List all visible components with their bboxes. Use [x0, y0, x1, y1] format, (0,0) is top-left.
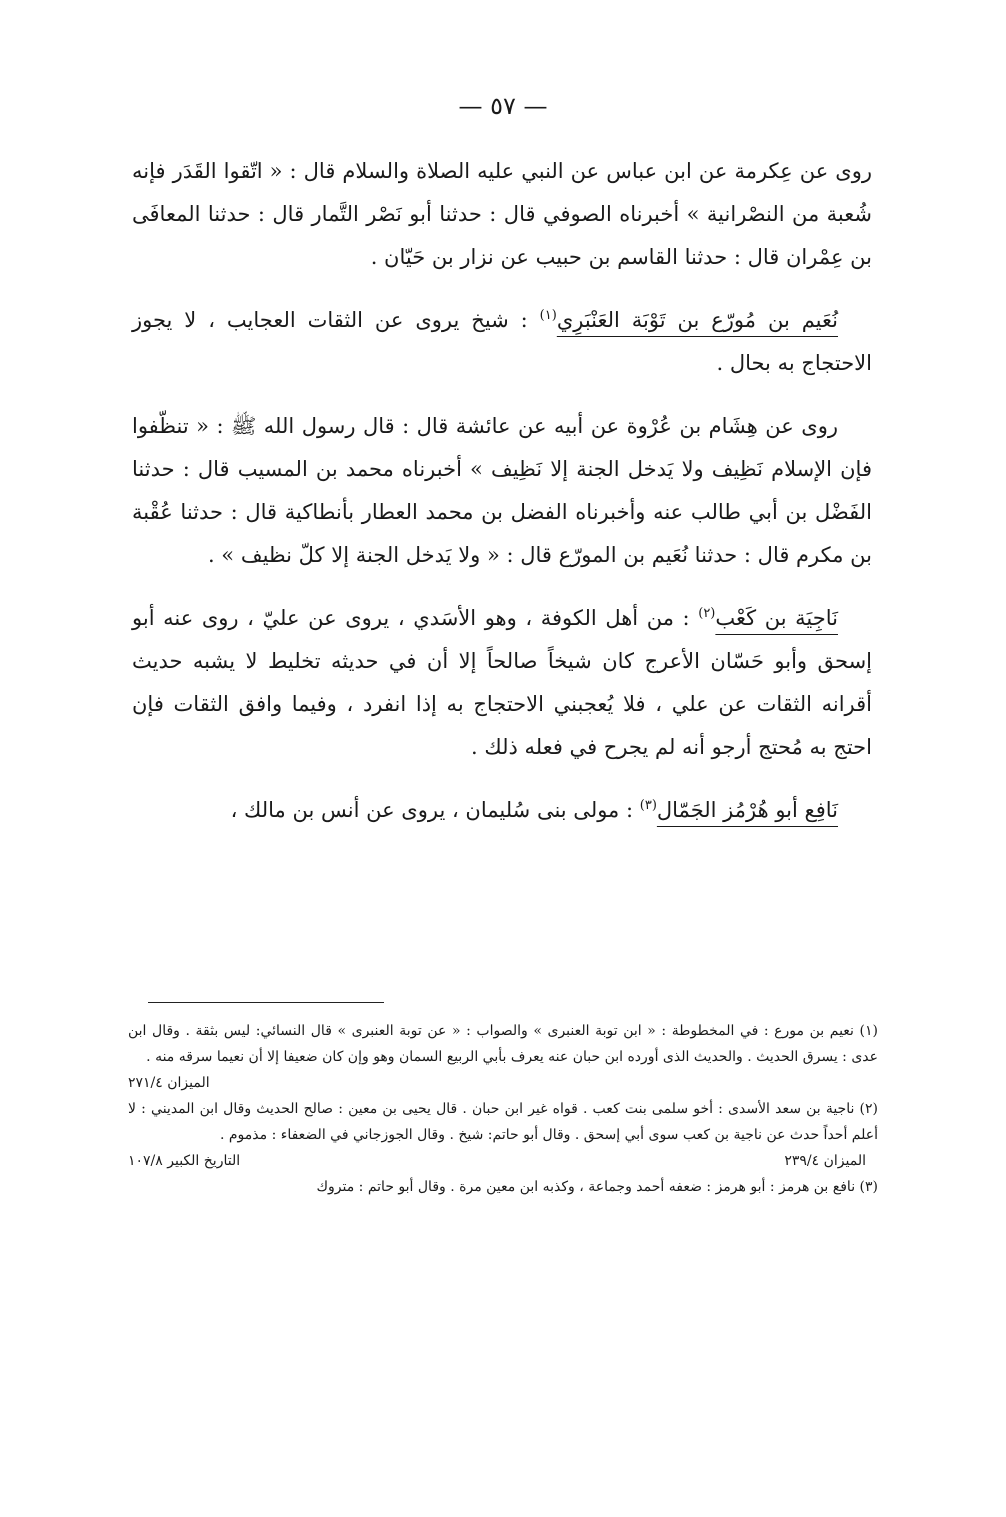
footnote-2: (٢) ناجية بن سعد الأسدى : أخو سلمى بنت كعب . قواه غير ابن حبان . قال يحيى بن معين : صالح الحديث وقال ابن المديني : لا أعلم أحداً حدث عن ناجية بن كعب سوى أبي إسحق . وقال أبو حاتم: شيخ . وقال الجوزجاني في الضعفاء : مذموم .	[128, 1101, 878, 1143]
footnote-marker-3[interactable]: (٣)	[639, 798, 657, 813]
page-number: — ٥٧ —	[458, 92, 548, 120]
entry-heading-nafi: نَافِع أبو هُرْمُز الجَمّال	[656, 798, 838, 822]
footnote-2-ref-tarikh: التاريخ الكبير ١٠٧/٨	[128, 1153, 241, 1169]
paragraph-hadith-2: روى عن هِشَام بن عُرْوة عن أبيه عن عائشة قال : قال رسول الله ﷺ : « تنظّفوا فإن الإسلام نَظِيف ولا يَدخل الجنة إلا نَظِيف » أخبرناه محمد بن المسيب قال : حدثنا الفَضْل بن أبي طالب عنه وأخبرناه الفضل بن محمد العطار بأنطاكية قال : حدثنا عُقْبة بن مكرم قال : حدثنا نُعَيم بن المورّع قال : « ولا يَدخل الجنة إلا كلّ نظيف » .	[132, 414, 872, 567]
entry-nafi	[132, 789, 872, 832]
footnote-1-ref: الميزان ٢٧١/٤	[128, 1075, 210, 1091]
entry-nuaym	[132, 299, 872, 385]
entry-heading-nuaym: نُعَيم بن مُورّع بن تَوْبَة العَنْبَرِي	[556, 308, 838, 332]
footnote-3: (٣) نافع بن هرمز : أبو هرمز : ضعفه أحمد وجماعة ، وكذبه ابن معين مرة . وقال أبو حاتم : متروك	[316, 1179, 878, 1195]
footnote-marker-1[interactable]: (١)	[539, 308, 557, 323]
entry-najiya	[132, 597, 872, 769]
footnote-marker-2[interactable]: (٢)	[698, 606, 716, 621]
footnote-2-refs	[128, 1148, 878, 1174]
paragraph-hadith-1: روى عن عِكرمة عن ابن عباس عن النبي عليه الصلاة والسلام قال : « اتّقوا القَدَر فإنه شُعبة من النصْرانية » أخبرناه الصوفي قال : حدثنا أبو نَصْر التَّمار قال : حدثنا المعافَى بن عِمْران قال : حدثنا القاسم بن حبيب عن نزار بن حَيّان .	[132, 159, 872, 269]
footnote-divider	[148, 1002, 384, 1003]
footnote-2-ref-mizan: الميزان ٢٣٩/٤	[784, 1153, 866, 1169]
entry-text-nuaym: : شيخ يروى عن الثقات العجايب ، لا يجوز الاحتجاج به بحال .	[132, 308, 872, 375]
footnote-1-refs	[128, 1070, 878, 1096]
entry-heading-najiya: نَاجِيَة بن كَعْب	[715, 606, 838, 630]
entry-text-najiya: : من أهل الكوفة ، وهو الأسَدي ، يروى عن عليّ ، روى عنه أبو إسحق وأبو حَسّان الأعرج كان شيخاً صالحاً إلا أن في حديثه تخليط لا يشبه حديث أقرانه الثقات عن علي ، فلا يُعجبني الاحتجاج به إذا انفرد ، وفيما وافق الثقات فإن احتج به مُحتج أرجو أنه لم يجرح في فعله ذلك .	[132, 606, 872, 759]
main-text	[132, 150, 872, 852]
footnotes	[128, 1018, 878, 1200]
footnote-1: (١) نعيم بن مورع : في المخطوطة : « ابن توبة العنبرى » والصواب : « عن توبة العنبرى » قال النسائي: ليس بثقة . وقال ابن عدى : يسرق الحديث . والحديث الذى أورده ابن حبان عنه يعرف بأبي الربيع السمان وهو وإن كان ضعيفا إلا أن نعيما سرقه منه .	[128, 1023, 878, 1065]
entry-text-nafi: : مولى بنى سُليمان ، يروى عن أنس بن مالك ،	[230, 798, 640, 822]
